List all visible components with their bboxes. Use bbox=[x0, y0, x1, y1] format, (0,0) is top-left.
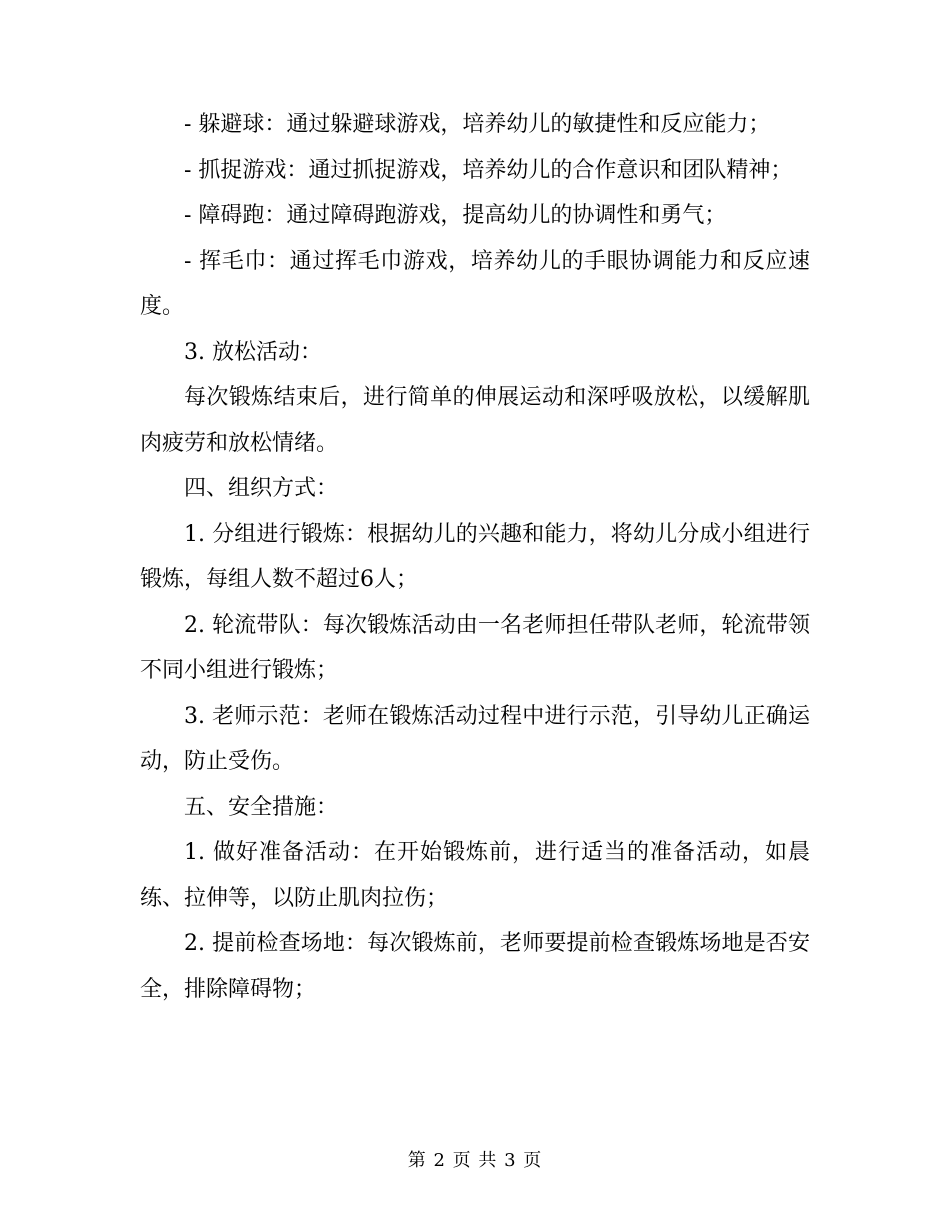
list-item-group-exercise: 1. 分组进行锻炼：根据幼儿的兴趣和能力，将幼儿分成小组进行锻炼，每组人数不超过6人； bbox=[140, 521, 810, 592]
list-item-towel-wave: - 挥毛巾：通过挥毛巾游戏，培养幼儿的手眼协调能力和反应速度。 bbox=[140, 248, 810, 319]
list-item-dodgeball: - 躲避球：通过躲避球游戏，培养幼儿的敏捷性和反应能力； bbox=[184, 112, 771, 137]
paragraph-relax-description: 每次锻炼结束后，进行简单的伸展运动和深呼吸放松，以缓解肌肉疲劳和放松情绪。 bbox=[140, 385, 810, 456]
document-body bbox=[140, 102, 810, 1012]
section-heading-safety: 五、安全措施： bbox=[184, 794, 339, 820]
page-footer: 第 2 页 共 3 页 bbox=[407, 1150, 543, 1171]
list-item-site-check: 2. 提前检查场地：每次锻炼前，老师要提前检查锻炼场地是否安全，排除障碍物； bbox=[140, 931, 810, 1002]
list-item-catch-game: - 抓捉游戏：通过抓捉游戏，培养幼儿的合作意识和团队精神； bbox=[184, 157, 793, 183]
list-item-obstacle-run: - 障碍跑：通过障碍跑游戏，提高幼儿的协调性和勇气； bbox=[184, 203, 727, 228]
list-item-teacher-demo: 3. 老师示范：老师在锻炼活动过程中进行示范，引导幼儿正确运动，防止受伤。 bbox=[140, 703, 810, 774]
subheading-relax-activity: 3. 放松活动： bbox=[184, 339, 322, 365]
section-heading-organization: 四、组织方式： bbox=[184, 476, 339, 501]
list-item-warm-up: 1. 做好准备活动：在开始锻炼前，进行适当的准备活动，如晨练、拉伸等，以防止肌肉拉伤； bbox=[140, 840, 810, 911]
list-item-rotating-lead: 2. 轮流带队：每次锻炼活动由一名老师担任带队老师，轮流带领不同小组进行锻炼； bbox=[140, 612, 810, 683]
